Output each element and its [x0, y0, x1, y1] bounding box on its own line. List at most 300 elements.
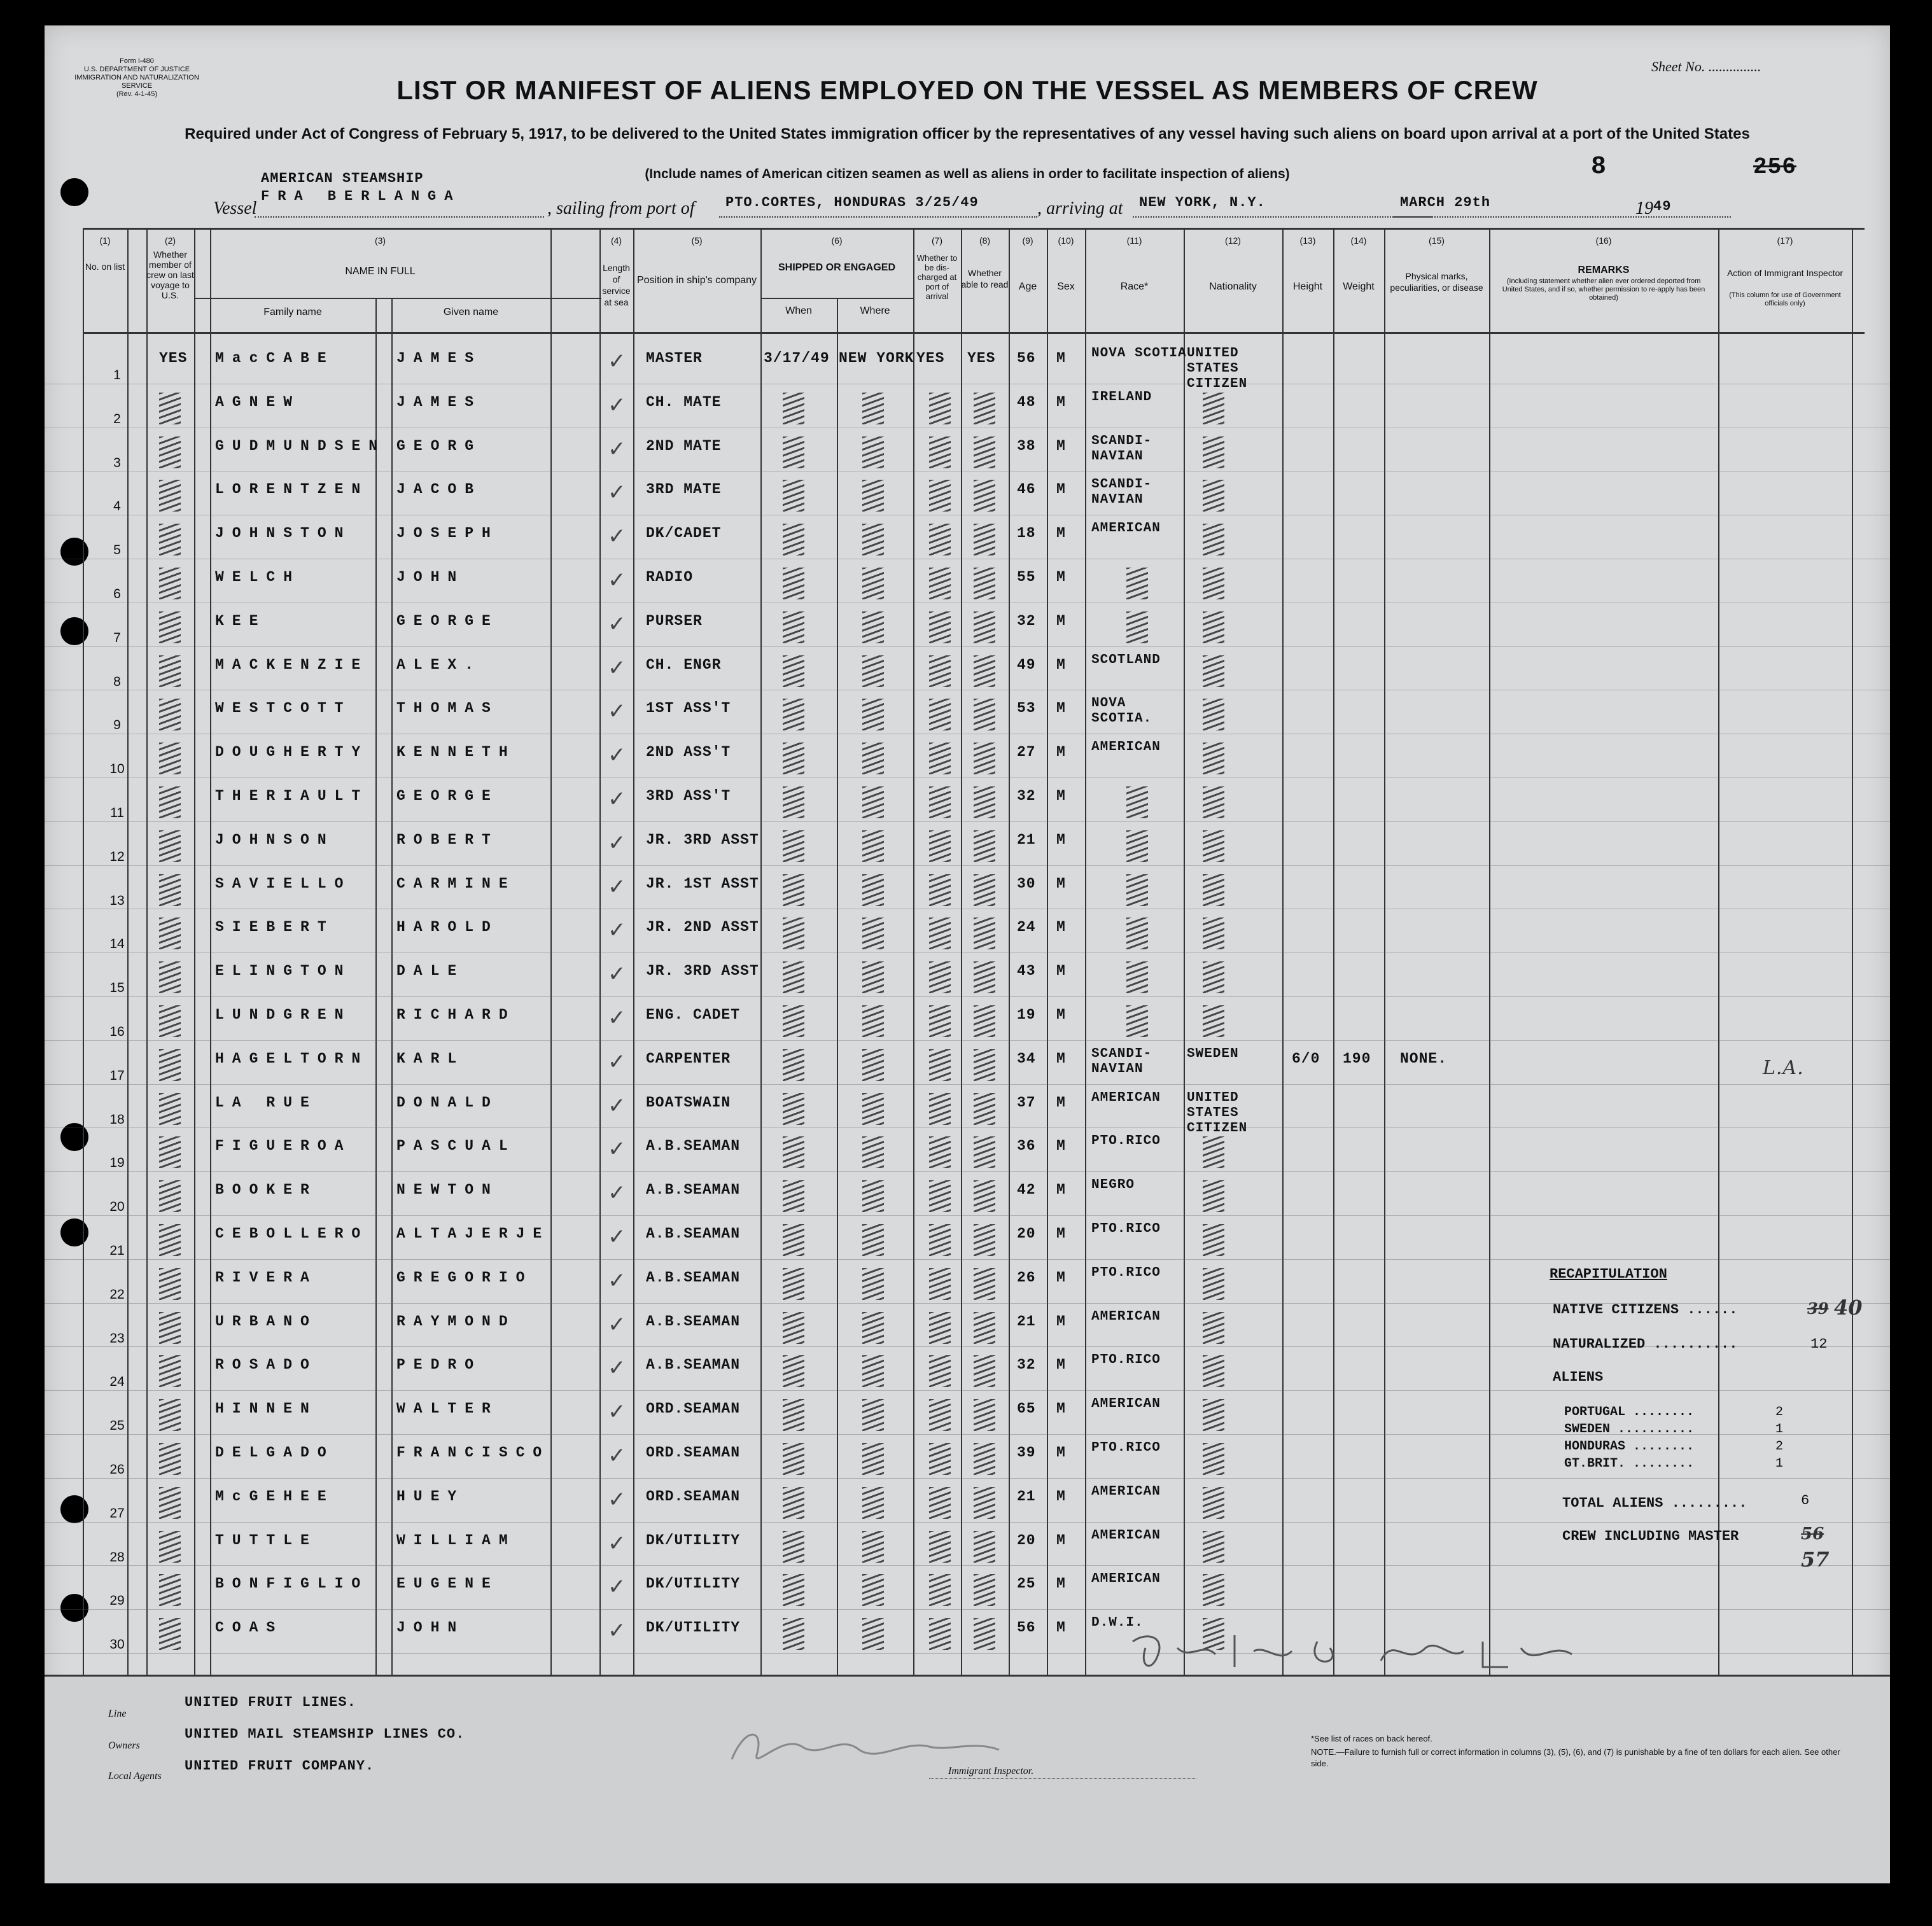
cell-no: 1: [113, 368, 121, 382]
cell-age: 55: [1017, 569, 1036, 585]
col-header-family: Family name: [263, 307, 322, 318]
col-num: (2): [164, 235, 176, 246]
ditto-mark: [159, 1093, 181, 1125]
cell-given: JOHN: [396, 1619, 465, 1636]
cell-age: 32: [1017, 612, 1036, 629]
cell-position: ORD.SEAMAN: [646, 1400, 741, 1418]
check-mark-icon: ✓: [608, 436, 626, 462]
check-mark-icon: ✓: [608, 1530, 626, 1556]
cell-no: 10: [109, 762, 125, 777]
check-mark-icon: ✓: [608, 480, 626, 506]
cell-position: ENG. CADET: [646, 1007, 741, 1023]
cell-race: SCOTLAND: [1091, 652, 1161, 667]
ditto-mark: [783, 568, 804, 599]
cell-given: RAYMOND: [396, 1313, 516, 1330]
ditto-mark: [974, 611, 995, 643]
row-rule: [45, 1653, 1890, 1654]
cell-given: GEORGE: [396, 612, 499, 629]
col-num: (3): [374, 235, 386, 246]
ditto-mark: [929, 1224, 951, 1256]
line-value: UNITED FRUIT LINES.: [185, 1694, 356, 1710]
col-num: (11): [1126, 235, 1142, 246]
cell-no: 2: [113, 411, 121, 426]
ditto-mark: [929, 1487, 951, 1519]
vessel-name: FRA BERLANGA: [261, 188, 461, 204]
table-row: [45, 519, 1890, 561]
ditto-mark: [862, 611, 884, 643]
ditto-mark: [159, 1005, 181, 1037]
date-underline: [1394, 216, 1731, 218]
ditto-mark: [974, 1224, 995, 1256]
cell-position: JR. 2ND ASST: [646, 919, 759, 936]
cell-sex: M: [1056, 569, 1066, 585]
col-num: (16): [1595, 235, 1612, 246]
ditto-mark: [862, 743, 884, 774]
row-rule: [45, 1127, 1890, 1128]
ditto-mark: [1203, 1136, 1224, 1168]
name-header-rule: [194, 298, 601, 299]
ditto-mark: [1203, 524, 1224, 555]
cell-race: NOVA SCOTIA: [1091, 346, 1187, 361]
cell-given: HAROLD: [396, 919, 499, 936]
ditto-mark: [862, 1355, 884, 1387]
cell-no: 3: [113, 455, 121, 470]
cell-family: RIVERA: [215, 1269, 318, 1286]
recap-alien-value: 1: [1775, 1422, 1784, 1437]
table-row: [45, 475, 1890, 517]
ditto-mark: [862, 1574, 884, 1606]
check-mark-icon: ✓: [608, 611, 626, 637]
cell-no: 18: [109, 1112, 125, 1127]
cell-family: KEE: [215, 612, 267, 629]
ditto-mark: [1203, 1531, 1224, 1563]
col-header-nationality: Nationality: [1209, 281, 1257, 292]
recap-naturalized-value: 12: [1810, 1336, 1828, 1352]
ditto-mark: [862, 786, 884, 818]
row-rule: [45, 996, 1890, 997]
ditto-mark: [783, 918, 804, 949]
col-header-marks: Physical marks, peculiarities, or disease: [1390, 271, 1483, 293]
cell-no: 17: [109, 1068, 125, 1083]
cell-given: ALEX.: [396, 656, 482, 673]
col-header-position: Position in ship's company: [636, 275, 757, 286]
ditto-mark: [159, 1574, 181, 1606]
subtitle-note: (Include names of American citizen seamen as well as aliens in order to facilitate inspection of aliens): [645, 167, 1290, 181]
check-mark-icon: ✓: [608, 568, 626, 593]
col-num: (17): [1777, 235, 1793, 246]
ditto-mark: [974, 1005, 995, 1037]
ditto-mark: [1126, 786, 1148, 818]
check-mark-icon: ✓: [608, 1311, 626, 1337]
cell-given: PEDRO: [396, 1357, 482, 1374]
cell-age: 21: [1017, 1488, 1036, 1505]
cell-sex: M: [1056, 919, 1066, 936]
ditto-mark: [1203, 1005, 1224, 1037]
ditto-mark: [929, 1312, 951, 1344]
check-mark-icon: ✓: [608, 699, 626, 725]
cell-age: 53: [1017, 700, 1036, 717]
cell-no: 14: [109, 937, 125, 952]
cell-position: DK/UTILITY: [646, 1575, 741, 1593]
recap-native-value: 40: [1834, 1295, 1863, 1320]
cell-age: 39: [1017, 1444, 1036, 1461]
cell-sex: M: [1056, 393, 1066, 410]
col-header-remarks: REMARKS: [1578, 265, 1630, 276]
check-mark-icon: ✓: [608, 1443, 626, 1469]
table-row: [45, 1613, 1890, 1655]
recap-alien-label: SWEDEN ..........: [1564, 1422, 1695, 1437]
ditto-mark: [1203, 480, 1224, 512]
cell-race: PTO.RICO: [1091, 1222, 1161, 1236]
col-header-length: Length of service at sea: [602, 263, 631, 307]
check-mark-icon: ✓: [608, 1618, 626, 1644]
ditto-mark: [1203, 1399, 1224, 1431]
cell-position: DK/UTILITY: [646, 1532, 741, 1549]
cell-race: SCANDI- NAVIAN: [1091, 477, 1152, 508]
recap-alien-value: 1: [1775, 1456, 1784, 1471]
cell-age: 49: [1017, 656, 1036, 673]
table-row: [45, 1088, 1890, 1136]
ditto-mark: [929, 436, 951, 468]
cell-no: 22: [109, 1287, 125, 1302]
col-num: (9): [1022, 235, 1033, 246]
ditto-mark: [974, 743, 995, 774]
ditto-mark: [783, 1618, 804, 1650]
cell-race: AMERICAN: [1091, 1528, 1161, 1543]
agents-label: Local Agents: [108, 1771, 162, 1782]
sailing-from: PTO.CORTES, HONDURAS 3/25/49: [725, 195, 979, 211]
cell-age: 46: [1017, 481, 1036, 498]
cell-family: HAGELTORN: [215, 1050, 369, 1067]
cell-position: A.B.SEAMAN: [646, 1357, 741, 1374]
cell-race: AMERICAN: [1091, 1397, 1161, 1412]
ditto-mark: [929, 830, 951, 862]
ditto-mark: [1203, 961, 1224, 993]
table-row: [45, 344, 1890, 391]
ditto-mark: [929, 1180, 951, 1212]
ditto-mark: [862, 1093, 884, 1125]
cell-given: HUEY: [396, 1488, 465, 1505]
recap-crew-crossed: 56: [1801, 1525, 1824, 1544]
agents-value: UNITED FRUIT COMPANY.: [185, 1758, 375, 1774]
cell-given: RICHARD: [396, 1007, 516, 1023]
ditto-mark: [1203, 1268, 1224, 1300]
col-header-weight: Weight: [1343, 281, 1375, 292]
ditto-mark: [1203, 1574, 1224, 1606]
ditto-mark: [1126, 611, 1148, 643]
ditto-mark: [974, 1399, 995, 1431]
ditto-mark: [783, 1487, 804, 1519]
cell-age: 37: [1017, 1094, 1036, 1111]
col-header-action: Action of Immigrant Inspector: [1726, 268, 1844, 278]
ditto-mark: [783, 1268, 804, 1300]
cell-given: ALTAJERJE: [396, 1225, 550, 1242]
recap-aliens-label: ALIENS: [1553, 1369, 1604, 1385]
cell-no: 19: [109, 1155, 125, 1171]
cell-given: KARL: [396, 1050, 465, 1067]
col-num: (8): [979, 235, 991, 246]
cell-given: CARMINE: [396, 875, 516, 892]
cell-sex: M: [1056, 963, 1066, 980]
cell-sex: M: [1056, 875, 1066, 892]
ditto-mark: [862, 393, 884, 424]
ditto-mark: [783, 436, 804, 468]
ditto-mark: [929, 1531, 951, 1563]
cell-sex: M: [1056, 481, 1066, 498]
ditto-mark: [159, 743, 181, 774]
table-row: [45, 562, 1890, 604]
cell-race: AMERICAN: [1091, 1572, 1161, 1587]
cell-sex: M: [1056, 1225, 1066, 1242]
recap-naturalized-label: NATURALIZED ..........: [1553, 1336, 1738, 1352]
ditto-mark: [862, 961, 884, 993]
ditto-mark: [974, 961, 995, 993]
table-row: [45, 1175, 1890, 1217]
cell-age: 20: [1017, 1225, 1036, 1242]
table-row: [45, 781, 1890, 823]
ditto-mark: [783, 1005, 804, 1037]
ditto-mark: [159, 524, 181, 555]
cell-given: GREGORIO: [396, 1269, 533, 1286]
cell-age: 21: [1017, 831, 1036, 848]
ditto-mark: [1203, 1487, 1224, 1519]
owners-label: Owners: [108, 1740, 140, 1751]
cell-sex: M: [1056, 1575, 1066, 1593]
ditto-mark: [862, 1049, 884, 1081]
cell-no: 15: [109, 980, 125, 996]
ditto-mark: [1203, 1355, 1224, 1387]
ditto-mark: [1203, 699, 1224, 730]
cell-sex: M: [1056, 350, 1066, 366]
row-rule: [45, 1259, 1890, 1260]
cell-weight: 190: [1343, 1050, 1371, 1067]
table-row: [45, 606, 1890, 648]
cell-no: 24: [109, 1374, 125, 1390]
ditto-mark: [974, 1180, 995, 1212]
cell-family: ROSADO: [215, 1357, 318, 1374]
cell-sex: M: [1056, 1488, 1066, 1505]
cell-race: NOVA SCOTIA.: [1091, 696, 1152, 727]
year-suffix: 49: [1653, 199, 1672, 214]
ditto-mark: [159, 918, 181, 949]
ditto-mark: [159, 1312, 181, 1344]
cell-given: JAMES: [396, 393, 482, 410]
cell-family: LUNDGREN: [215, 1007, 352, 1023]
cell-race: PTO.RICO: [1091, 1441, 1161, 1455]
ditto-mark: [1203, 1180, 1224, 1212]
cell-disch: YES: [916, 350, 945, 366]
row-rule: [45, 1522, 1890, 1523]
ditto-mark: [974, 1618, 995, 1650]
cell-nat: SWEDEN: [1187, 1046, 1239, 1061]
ditto-mark: [159, 786, 181, 818]
ditto-mark: [1126, 961, 1148, 993]
handwritten-signature: [1126, 1629, 1585, 1680]
ditto-mark: [1203, 830, 1224, 862]
ditto-mark: [974, 1312, 995, 1344]
ditto-mark: [974, 1093, 995, 1125]
cell-age: 20: [1017, 1532, 1036, 1549]
ditto-mark: [1203, 874, 1224, 906]
cell-sex: M: [1056, 1269, 1066, 1286]
cell-sex: M: [1056, 1400, 1066, 1418]
cell-no: 11: [110, 806, 124, 820]
cell-where: NEW YORK: [839, 350, 914, 366]
ditto-mark: [783, 874, 804, 906]
cell-race: AMERICAN: [1091, 521, 1161, 536]
cell-given: GEORGE: [396, 788, 499, 804]
col-header-discharged: Whether to be dis-charged at port of arrival: [916, 253, 958, 301]
ditto-mark: [929, 918, 951, 949]
ditto-mark: [974, 568, 995, 599]
ditto-mark: [862, 830, 884, 862]
ditto-mark: [783, 1312, 804, 1344]
cell-race: AMERICAN: [1091, 1484, 1161, 1499]
cell-family: URBANO: [215, 1313, 318, 1330]
ditto-mark: [974, 1268, 995, 1300]
ditto-mark: [159, 1487, 181, 1519]
cell-age: 32: [1017, 1357, 1036, 1374]
manifest-sheet: [45, 25, 1890, 1883]
ditto-mark: [974, 393, 995, 424]
col-header-read: Whether able to read: [961, 268, 1009, 290]
ditto-mark: [159, 699, 181, 730]
owners-value: UNITED MAIL STEAMSHIP LINES CO.: [185, 1726, 465, 1742]
ditto-mark: [159, 1224, 181, 1256]
cell-family: MacCABE: [215, 350, 335, 366]
row-rule: [45, 1215, 1890, 1216]
table-row: [45, 1044, 1890, 1086]
cell-position: 3RD MATE: [646, 481, 722, 498]
recap-native-crossed: 39: [1807, 1299, 1829, 1318]
ditto-mark: [974, 524, 995, 555]
ditto-mark: [929, 1574, 951, 1606]
ditto-mark: [1203, 1224, 1224, 1256]
cell-family: McGEHEE: [215, 1488, 335, 1505]
cell-family: WELCH: [215, 569, 301, 585]
ditto-mark: [159, 436, 181, 468]
table-row: [45, 825, 1890, 867]
ditto-mark: [1126, 568, 1148, 599]
ditto-mark: [159, 961, 181, 993]
ditto-mark: [1126, 830, 1148, 862]
ditto-mark: [974, 830, 995, 862]
col-header-age: Age: [1018, 281, 1037, 292]
cell-given: DONALD: [396, 1094, 499, 1111]
ditto-mark: [1203, 1312, 1224, 1344]
ditto-mark: [862, 699, 884, 730]
cell-position: 2ND ASS'T: [646, 744, 731, 761]
col-header-given: Given name: [443, 307, 499, 318]
ditto-mark: [159, 1531, 181, 1563]
cell-age: 24: [1017, 919, 1036, 936]
ditto-mark: [783, 524, 804, 555]
check-mark-icon: ✓: [608, 1399, 626, 1425]
cell-race: PTO.RICO: [1091, 1134, 1161, 1149]
cell-sex: M: [1056, 612, 1066, 629]
cell-given: EUGENE: [396, 1575, 499, 1593]
ditto-mark: [783, 786, 804, 818]
line-label: Line: [108, 1708, 127, 1719]
col-header-height: Height: [1292, 281, 1323, 292]
ditto-mark: [1203, 786, 1224, 818]
cell-age: 56: [1017, 1619, 1036, 1636]
cell-given: JAMES: [396, 350, 482, 366]
cell-no: 27: [109, 1505, 125, 1521]
ditto-mark: [974, 1574, 995, 1606]
check-mark-icon: ✓: [608, 874, 626, 900]
ditto-mark: [929, 655, 951, 687]
check-mark-icon: ✓: [608, 961, 626, 987]
col-header-race: Race*: [1120, 281, 1149, 292]
ditto-mark: [974, 1355, 995, 1387]
cell-family: COAS: [215, 1619, 284, 1636]
cell-age: 18: [1017, 525, 1036, 542]
vessel-underline: [255, 216, 544, 218]
check-mark-icon: ✓: [608, 1267, 626, 1294]
year-prefix: 19: [1635, 199, 1653, 218]
vessel-type: AMERICAN STEAMSHIP: [261, 171, 424, 186]
ditto-mark: [1126, 874, 1148, 906]
check-mark-icon: ✓: [608, 1224, 626, 1250]
cell-position: A.B.SEAMAN: [646, 1313, 741, 1330]
row-rule: [45, 1390, 1890, 1391]
cell-race: PTO.RICO: [1091, 1353, 1161, 1368]
inspector-label: Immigrant Inspector.: [948, 1766, 1034, 1776]
ditto-mark: [159, 393, 181, 424]
table-header-rule: [83, 332, 1865, 334]
col-num: (5): [691, 235, 703, 246]
cell-sex: M: [1056, 525, 1066, 542]
cell-no: 4: [113, 499, 121, 514]
ditto-mark: [159, 1618, 181, 1650]
check-mark-icon: ✓: [608, 524, 626, 550]
ditto-mark: [929, 393, 951, 424]
ditto-mark: [862, 1005, 884, 1037]
row-rule: [45, 865, 1890, 866]
check-mark-icon: ✓: [608, 349, 626, 374]
form-id: Form I-480 U.S. DEPARTMENT OF JUSTICE IMMIGRATION AND NATURALIZATION SERVICE (Rev. 4-1-45): [74, 57, 199, 98]
cell-position: BOATSWAIN: [646, 1094, 731, 1111]
ditto-mark: [929, 1005, 951, 1037]
check-mark-icon: ✓: [608, 392, 626, 418]
cell-sex: M: [1056, 1050, 1066, 1067]
cell-race: AMERICAN: [1091, 740, 1161, 755]
check-mark-icon: ✓: [608, 1355, 626, 1381]
ditto-mark: [159, 1136, 181, 1168]
cell-last: YES: [159, 350, 188, 366]
ditto-mark: [1203, 611, 1224, 643]
check-mark-icon: ✓: [608, 918, 626, 944]
table-row: [45, 869, 1890, 911]
sailing-underline: [719, 216, 1037, 218]
cell-sex: M: [1056, 1007, 1066, 1023]
cell-position: A.B.SEAMAN: [646, 1138, 741, 1155]
col-num: (4): [610, 235, 622, 246]
cell-race: PTO.RICO: [1091, 1265, 1161, 1280]
ditto-mark: [929, 699, 951, 730]
row-rule: [45, 1565, 1890, 1566]
row-rule: [45, 1084, 1890, 1085]
cell-family: HINNEN: [215, 1400, 318, 1418]
cell-family: WESTCOTT: [215, 700, 352, 717]
ditto-mark: [159, 1355, 181, 1387]
ditto-mark: [929, 611, 951, 643]
cell-no: 29: [109, 1593, 125, 1608]
cell-position: CH. ENGR: [646, 656, 722, 673]
cell-sex: M: [1056, 1313, 1066, 1330]
cell-position: DK/UTILITY: [646, 1619, 741, 1636]
